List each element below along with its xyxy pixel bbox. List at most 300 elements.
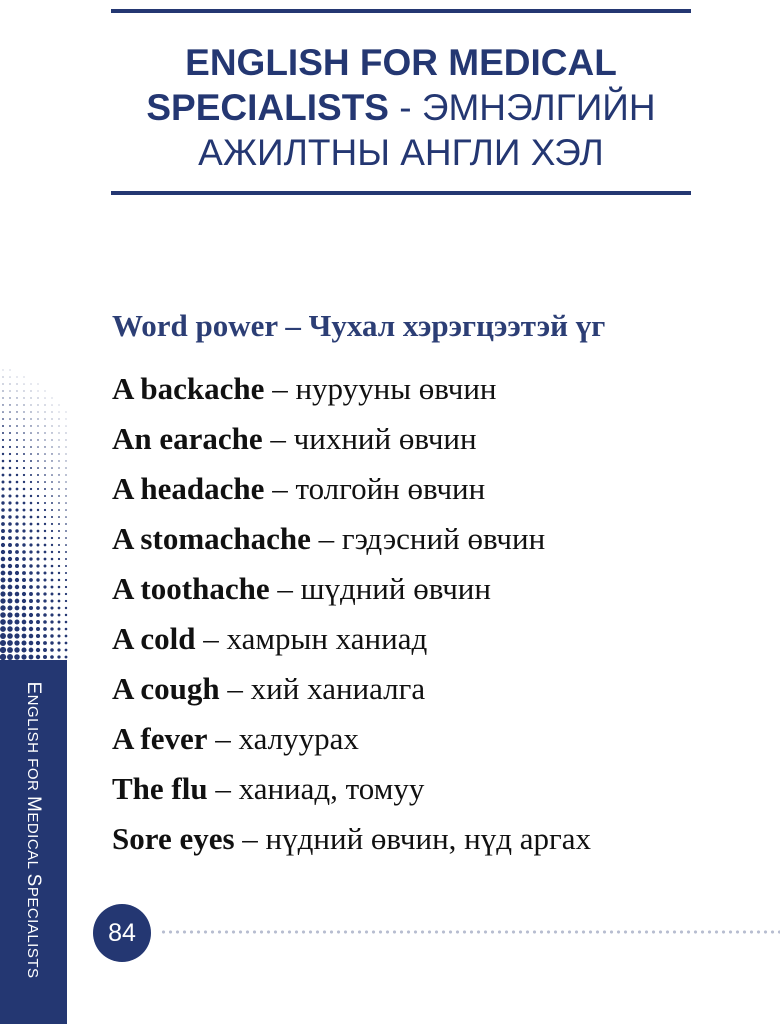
halftone-dot	[51, 565, 54, 568]
halftone-dot	[7, 612, 12, 617]
halftone-dot	[51, 600, 54, 603]
vocab-item	[112, 364, 591, 414]
halftone-dot	[37, 544, 40, 547]
halftone-dot	[23, 502, 26, 505]
halftone-dot	[29, 620, 33, 624]
halftone-dot	[22, 543, 25, 546]
halftone-dot	[58, 572, 60, 574]
halftone-dot	[43, 634, 47, 638]
halftone-dot	[8, 501, 11, 504]
halftone-dot	[31, 398, 32, 399]
halftone-dot	[65, 607, 67, 609]
halftone-dot	[44, 544, 47, 547]
halftone-dot	[51, 425, 52, 426]
halftone-dot	[7, 647, 13, 653]
halftone-dot	[29, 641, 34, 646]
halftone-dot	[52, 419, 53, 420]
header-top-rule	[111, 9, 691, 13]
halftone-dot	[29, 557, 32, 560]
halftone-dot	[23, 467, 25, 469]
halftone-dot	[52, 412, 53, 413]
halftone-dot	[9, 418, 11, 420]
halftone-dot	[23, 488, 26, 491]
halftone-dot	[45, 412, 46, 413]
halftone-dot	[44, 551, 47, 554]
halftone-dot	[50, 634, 53, 637]
halftone-dot	[58, 460, 59, 461]
halftone-dot	[58, 481, 60, 483]
halftone-dot	[29, 536, 32, 539]
vocab-translation: – нурууны өвчин	[264, 371, 497, 406]
halftone-dot	[58, 495, 60, 497]
halftone-dot	[58, 439, 59, 440]
halftone-dot	[9, 390, 10, 391]
halftone-dot	[16, 411, 17, 412]
halftone-dot	[0, 598, 5, 603]
halftone-dot	[2, 390, 3, 391]
halftone-dot	[22, 550, 26, 554]
halftone-dot	[51, 572, 54, 575]
halftone-dot	[58, 600, 61, 603]
halftone-dot	[0, 633, 6, 639]
vocab-term: Sore eyes	[112, 821, 235, 856]
halftone-dot	[10, 370, 11, 371]
halftone-dot	[65, 649, 68, 652]
halftone-dot	[8, 522, 12, 526]
halftone-dot	[8, 599, 13, 604]
halftone-dot	[66, 419, 67, 420]
halftone-dot	[2, 453, 4, 455]
halftone-dot	[37, 467, 39, 469]
halftone-dot	[8, 515, 11, 518]
halftone-dot	[65, 551, 67, 553]
halftone-dot	[43, 641, 47, 645]
halftone-dot	[37, 481, 39, 483]
halftone-dot	[15, 529, 18, 532]
halftone-dot	[44, 495, 46, 497]
halftone-dot	[44, 509, 46, 511]
title-english-line2: SPECIALISTS	[146, 87, 389, 128]
halftone-dot	[36, 613, 40, 617]
halftone-dot	[10, 384, 11, 385]
halftone-dot	[29, 578, 33, 582]
halftone-dot	[16, 502, 19, 505]
halftone-dot	[29, 634, 34, 639]
halftone-dot	[44, 523, 46, 525]
halftone-dot	[29, 564, 32, 567]
halftone-dot	[16, 397, 17, 398]
halftone-dot	[43, 655, 47, 659]
vocab-item	[112, 464, 591, 514]
halftone-dot	[58, 488, 60, 490]
halftone-dot	[8, 529, 12, 533]
halftone-dot	[9, 439, 11, 441]
halftone-dot	[37, 460, 39, 462]
halftone-dot	[65, 558, 67, 560]
vocab-item	[112, 514, 591, 564]
halftone-dot	[16, 439, 18, 441]
vocab-translation: – нүдний өвчин, нүд аргах	[234, 821, 592, 856]
halftone-dot	[23, 397, 24, 398]
halftone-dot	[23, 446, 25, 448]
halftone-dot	[50, 627, 53, 630]
halftone-dot	[44, 488, 46, 490]
halftone-dot	[21, 647, 26, 652]
halftone-dot	[59, 426, 60, 427]
halftone-dot	[36, 627, 40, 631]
vocab-item	[112, 614, 591, 664]
halftone-dot	[44, 453, 46, 455]
halftone-dot	[2, 467, 5, 470]
halftone-dot	[51, 523, 53, 525]
halftone-dot	[16, 418, 18, 420]
halftone-dot	[65, 509, 67, 511]
halftone-dot	[65, 586, 67, 588]
halftone-dot	[65, 453, 66, 454]
halftone-dot	[58, 621, 61, 624]
halftone-dot	[44, 481, 46, 483]
halftone-dot	[16, 446, 18, 448]
halftone-dot	[65, 628, 68, 631]
halftone-dot	[65, 635, 68, 638]
halftone-dot	[58, 446, 59, 447]
halftone-dot	[38, 398, 39, 399]
halftone-dot	[2, 404, 3, 405]
halftone-dot	[57, 634, 60, 637]
halftone-dot	[65, 530, 67, 532]
halftone-dot	[51, 586, 54, 589]
halftone-dot	[30, 460, 32, 462]
halftone-dot	[9, 432, 11, 434]
vocab-translation: – чихний өвчин	[262, 421, 477, 456]
halftone-dot	[1, 557, 5, 561]
halftone-dot	[22, 592, 26, 596]
vocab-translation: – шүдний өвчин	[269, 571, 491, 606]
halftone-dot	[23, 516, 26, 519]
halftone-dot	[36, 592, 40, 596]
halftone-dot	[44, 474, 46, 476]
halftone-dot	[58, 628, 61, 631]
halftone-dot	[65, 446, 66, 447]
halftone-dot	[36, 655, 40, 659]
halftone-dot	[22, 620, 27, 625]
halftone-dot	[30, 530, 33, 533]
halftone-dot	[58, 551, 60, 553]
halftone-dot	[24, 377, 25, 378]
halftone-dot	[1, 536, 5, 540]
vocab-term: The flu	[112, 771, 208, 806]
halftone-dot	[31, 384, 32, 385]
halftone-dot	[15, 571, 19, 575]
halftone-dot	[65, 593, 67, 595]
halftone-dot	[65, 656, 68, 659]
halftone-dot	[59, 405, 60, 406]
halftone-dot	[9, 446, 11, 448]
halftone-dot	[50, 648, 54, 652]
halftone-dot	[51, 516, 53, 518]
halftone-dot	[57, 655, 60, 658]
halftone-dot	[30, 404, 31, 405]
halftone-dot	[37, 411, 38, 412]
halftone-dot	[15, 557, 19, 561]
halftone-dot	[51, 558, 54, 561]
halftone-dot	[31, 391, 32, 392]
halftone-dot	[51, 453, 52, 454]
halftone-dot	[30, 474, 32, 476]
halftone-dot	[37, 502, 39, 504]
halftone-dot	[1, 494, 4, 497]
halftone-dot	[23, 439, 25, 441]
halftone-dot	[15, 543, 19, 547]
halftone-dot	[37, 425, 38, 426]
vocab-term: A fever	[112, 721, 208, 756]
halftone-dot	[37, 516, 40, 519]
halftone-dot	[51, 495, 53, 497]
halftone-dot	[15, 578, 19, 582]
halftone-dot	[7, 626, 12, 631]
halftone-dot	[36, 557, 39, 560]
halftone-dot	[58, 509, 60, 511]
vocab-term: A toothache	[112, 571, 270, 606]
halftone-dot	[58, 586, 61, 589]
halftone-dot	[14, 654, 20, 660]
halftone-dot	[15, 592, 20, 597]
halftone-dot	[65, 460, 66, 461]
halftone-dot	[65, 544, 67, 546]
halftone-dot	[37, 446, 39, 448]
halftone-dot	[51, 446, 52, 447]
halftone-dot	[0, 647, 6, 653]
halftone-dot	[9, 404, 10, 405]
halftone-dot	[58, 565, 60, 567]
halftone-dot	[44, 446, 45, 447]
halftone-dot	[65, 467, 66, 468]
vocab-item	[112, 764, 591, 814]
halftone-dot	[44, 460, 46, 462]
halftone-dot	[66, 440, 67, 441]
halftone-dot	[43, 599, 46, 602]
halftone-dot	[22, 634, 27, 639]
halftone-dot	[7, 640, 13, 646]
halftone-dot	[37, 453, 39, 455]
halftone-dot	[30, 425, 31, 426]
halftone-dot	[29, 648, 34, 653]
halftone-dot	[1, 585, 6, 590]
halftone-dot	[23, 481, 25, 483]
halftone-dot	[1, 487, 4, 490]
halftone-dot	[58, 516, 60, 518]
vocab-translation: – ханиад, томуу	[207, 771, 425, 806]
halftone-dot	[2, 439, 4, 441]
halftone-dot	[30, 481, 32, 483]
halftone-dot	[44, 502, 46, 504]
halftone-dot	[23, 418, 24, 419]
halftone-dot	[36, 599, 40, 603]
halftone-dot	[51, 432, 52, 433]
halftone-dot	[15, 606, 20, 611]
halftone-dot	[16, 495, 19, 498]
halftone-dot	[30, 453, 32, 455]
halftone-dot	[51, 474, 53, 476]
halftone-dot	[51, 551, 53, 553]
halftone-dot	[51, 537, 53, 539]
vocab-translation: – хий ханиалга	[219, 671, 426, 706]
halftone-dot	[37, 488, 39, 490]
halftone-dot	[65, 481, 66, 482]
halftone-dot	[65, 523, 67, 525]
halftone-dot	[7, 605, 12, 610]
halftone-dot	[15, 515, 18, 518]
halftone-dot	[29, 606, 33, 610]
halftone-dot	[44, 418, 45, 419]
halftone-dot	[29, 585, 33, 589]
halftone-dot	[50, 655, 54, 659]
halftone-dot	[8, 536, 12, 540]
halftone-dot	[8, 564, 12, 568]
halftone-dot	[65, 565, 67, 567]
halftone-dot	[23, 453, 25, 455]
halftone-dot	[58, 432, 59, 433]
halftone-dot	[22, 606, 26, 610]
halftone-dot	[36, 585, 39, 588]
halftone-dot	[14, 633, 19, 638]
halftone-dot	[24, 391, 25, 392]
halftone-dot	[30, 516, 33, 519]
halftone-dot	[65, 474, 66, 475]
page-number: 84	[108, 918, 136, 947]
vocab-term: A cough	[112, 671, 220, 706]
halftone-dot	[16, 467, 18, 469]
halftone-dot	[58, 544, 60, 546]
halftone-dot	[14, 640, 19, 645]
halftone-dot	[16, 488, 19, 491]
halftone-dot	[65, 537, 67, 539]
halftone-dot	[2, 446, 4, 448]
halftone-dot	[65, 516, 67, 518]
halftone-dot	[59, 412, 60, 413]
halftone-dot	[23, 474, 25, 476]
halftone-dot	[58, 579, 60, 581]
halftone-dot	[58, 502, 60, 504]
halftone-dot	[22, 536, 25, 539]
halftone-dot	[0, 626, 6, 632]
vocab-item	[112, 664, 591, 714]
halftone-dot	[57, 648, 60, 651]
vocab-term: An earache	[112, 421, 263, 456]
halftone-dot	[8, 557, 12, 561]
halftone-dot	[30, 446, 32, 448]
halftone-dot	[66, 426, 67, 427]
title-mongolian-line1: ЭМНЭЛГИЙН	[421, 87, 656, 128]
vocab-term: A backache	[112, 371, 265, 406]
halftone-dot	[58, 593, 61, 596]
halftone-dot	[9, 453, 11, 455]
halftone-dot	[37, 439, 38, 440]
halftone-dot	[8, 592, 13, 597]
halftone-dot	[2, 411, 4, 413]
halftone-dot	[0, 605, 5, 610]
halftone-dot	[30, 467, 32, 469]
halftone-dot	[22, 557, 26, 561]
halftone-dot	[8, 578, 13, 583]
halftone-dot	[23, 425, 25, 427]
halftone-dot	[17, 377, 18, 378]
halftone-dot	[9, 460, 11, 462]
vocab-translation: – хамрын ханиад	[195, 621, 428, 656]
halftone-dot	[2, 383, 3, 384]
halftone-dot	[2, 432, 4, 434]
halftone-dot	[37, 537, 40, 540]
halftone-dot	[29, 550, 32, 553]
halftone-dot	[16, 425, 18, 427]
halftone-dot	[43, 613, 47, 617]
halftone-dot	[22, 613, 27, 618]
title-separator: -	[388, 87, 422, 128]
sidebar-vertical-label: ENGLISH FOR MEDICAL SPECIALISTS	[23, 681, 44, 979]
halftone-dot	[0, 640, 6, 646]
halftone-dot	[22, 599, 26, 603]
page-title	[111, 40, 691, 175]
halftone-dot	[16, 432, 18, 434]
halftone-dot	[30, 432, 32, 434]
halftone-dot	[51, 460, 52, 461]
halftone-dot	[1, 522, 5, 526]
halftone-dot	[7, 619, 12, 624]
halftone-dot	[9, 397, 10, 398]
halftone-dot	[51, 481, 53, 483]
halftone-dot	[30, 502, 33, 505]
halftone-dot	[65, 488, 66, 489]
halftone-dot	[15, 585, 19, 589]
halftone-dot	[37, 495, 39, 497]
halftone-dot	[2, 418, 4, 420]
halftone-dot	[36, 606, 40, 610]
halftone-dot	[51, 502, 53, 504]
halftone-dot	[52, 398, 53, 399]
halftone-dot	[22, 627, 27, 632]
halftone-dot	[17, 384, 18, 385]
halftone-dot	[15, 613, 20, 618]
halftone-dot	[8, 585, 13, 590]
vocab-item	[112, 814, 591, 864]
halftone-dot	[44, 530, 46, 532]
halftone-dots-decoration	[0, 360, 70, 660]
halftone-dot	[65, 642, 68, 645]
halftone-dot	[45, 391, 46, 392]
halftone-dot	[58, 467, 59, 468]
halftone-dot	[51, 579, 54, 582]
halftone-dot	[44, 516, 46, 518]
section-heading: Word power – Чухал хэрэгцээтэй үг	[112, 308, 606, 343]
halftone-dot	[29, 543, 32, 546]
halftone-dot	[0, 619, 6, 625]
halftone-dot	[30, 509, 33, 512]
halftone-dot	[1, 578, 6, 583]
halftone-dot	[2, 397, 3, 398]
vocab-item	[112, 414, 591, 464]
halftone-dot	[0, 612, 6, 618]
halftone-dot	[23, 460, 25, 462]
halftone-dot	[50, 613, 53, 616]
halftone-dot	[65, 495, 66, 496]
halftone-dot	[1, 501, 4, 504]
halftone-dot	[16, 460, 18, 462]
halftone-dot	[23, 411, 24, 412]
halftone-dot	[38, 384, 39, 385]
halftone-dot	[30, 495, 32, 497]
halftone-dot	[51, 467, 53, 469]
halftone-dot	[58, 453, 59, 454]
